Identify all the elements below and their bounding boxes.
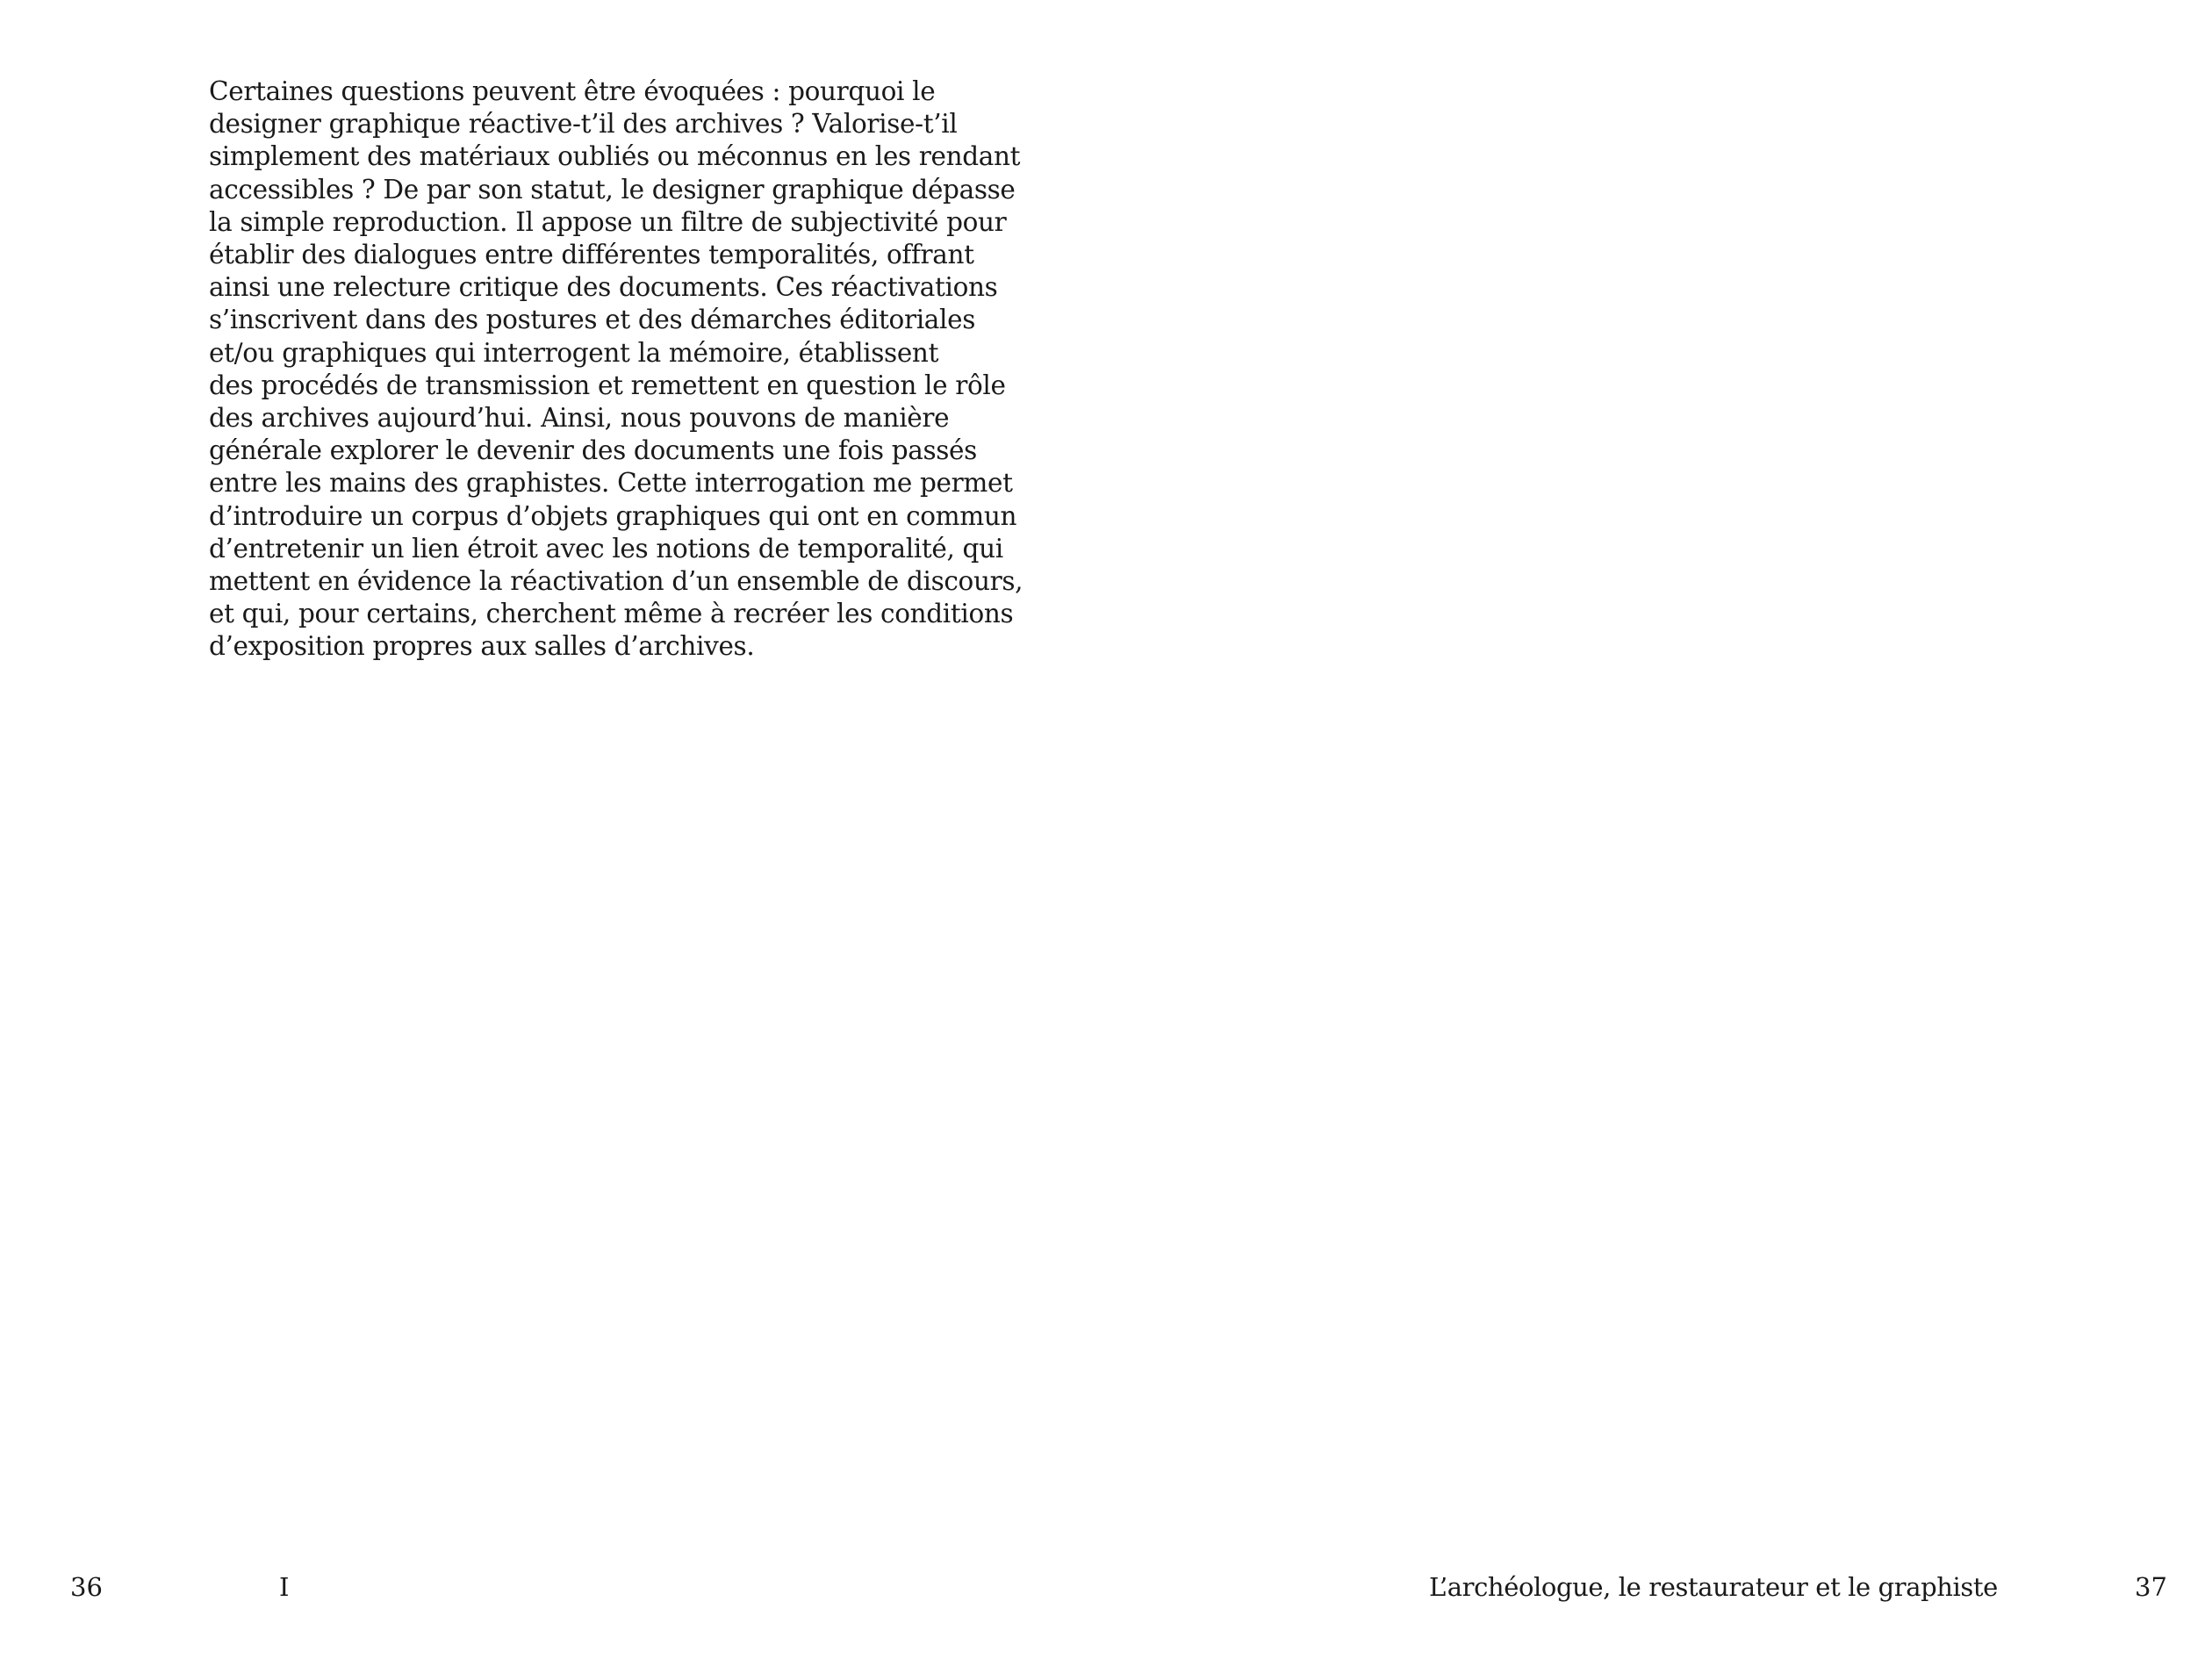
paragraph-line: des procédés de transmission et remettent en question le rôle — [209, 370, 1006, 400]
body-paragraph — [209, 75, 1023, 664]
paragraph-line: d’exposition propres aux salles d’archives. — [209, 631, 755, 662]
paragraph-line: simplement des matériaux oubliés ou méconnus en les rendant — [209, 141, 1021, 172]
paragraph-line: s’inscrivent dans des postures et des démarches éditoriales — [209, 305, 976, 335]
page-number-right: 37 — [2135, 1572, 2167, 1602]
right-page — [1106, 0, 2212, 1659]
paragraph-line: et/ou graphiques qui interrogent la mémoire, établissent — [209, 337, 939, 368]
paragraph-line: des archives aujourd’hui. Ainsi, nous pouvons de manière — [209, 403, 950, 434]
paragraph-line: générale explorer le devenir des documents une fois passés — [209, 435, 977, 466]
paragraph-line: ainsi une relecture critique des documents. Ces réactivations — [209, 272, 998, 303]
running-title: L’archéologue, le restaurateur et le graphiste — [1429, 1572, 1998, 1602]
paragraph-line: établir des dialogues entre différentes temporalités, offrant — [209, 240, 974, 270]
paragraph-line: designer graphique réactive-t’il des archives ? Valorise-t’il — [209, 109, 958, 140]
paragraph-line: entre les mains des graphistes. Cette interrogation me permet — [209, 468, 1013, 499]
paragraph-line: la simple reproduction. Il appose un filtre de subjectivité pour — [209, 206, 1007, 237]
part-label: I — [279, 1572, 290, 1602]
paragraph-line: et qui, pour certains, cherchent même à recréer les conditions — [209, 599, 1014, 629]
page-number-left: 36 — [70, 1572, 103, 1602]
paragraph-line: d’entretenir un lien étroit avec les notions de temporalité, qui — [209, 533, 1003, 564]
paragraph-line: d’introduire un corpus d’objets graphiques qui ont en commun — [209, 500, 1017, 531]
paragraph-line: mettent en évidence la réactivation d’un ensemble de discours, — [209, 566, 1023, 597]
paragraph-line: Certaines questions peuvent être évoquées : pourquoi le — [209, 76, 936, 106]
paragraph-line: accessibles ? De par son statut, le designer graphique dépasse — [209, 174, 1016, 205]
